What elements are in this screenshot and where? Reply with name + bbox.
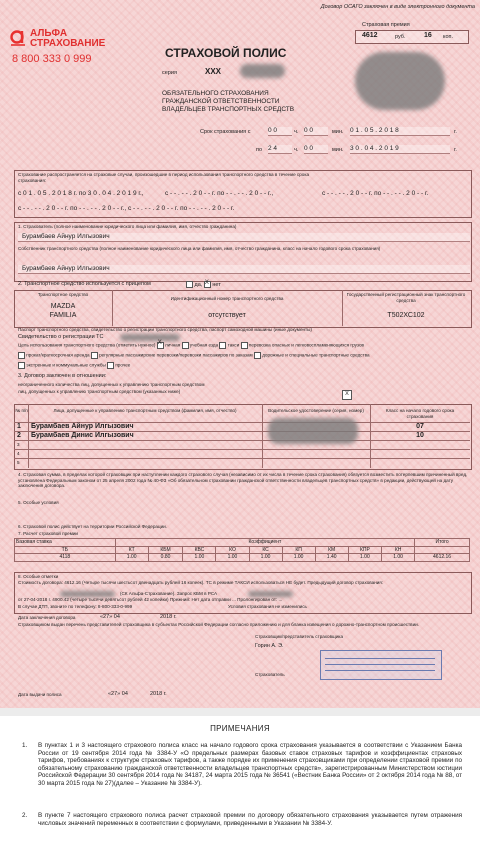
calc-total-label: Итого <box>415 539 470 547</box>
vehicle-col3: Государственный регистрационный знак транспортного средства <box>346 292 466 303</box>
premium-rub: 4612 <box>362 32 378 39</box>
electronic-note: Договор ОСАГО заключен в виде электронного документа <box>320 4 475 10</box>
purpose-training: учебная езда <box>189 342 219 348</box>
calc-col-kvs: КВС <box>183 546 216 554</box>
vehicle-make: MAZDA <box>50 303 76 310</box>
clause-7: 7. Расчет страховой премии <box>18 531 78 536</box>
purpose-dangerous-checkbox <box>241 342 248 349</box>
special-text5: Условия страхования не изменились <box>228 604 307 609</box>
notes-page <box>0 716 480 854</box>
term-from-g: г. <box>454 129 457 135</box>
term-to-label: по <box>256 147 263 153</box>
calc-val-kn: 1.00 <box>382 554 415 562</box>
trailer-yes-label: да, <box>194 281 203 288</box>
purpose-row3 <box>18 362 130 369</box>
driver-3-num: 3 <box>17 442 20 447</box>
purpose-label: Цель использования транспортного средства (отметить нужное) <box>18 342 156 348</box>
calc-col-ks: КС <box>249 546 282 554</box>
vehicle-col1: Транспортное средство <box>37 292 89 297</box>
alpha-logo-icon <box>10 28 26 46</box>
term-label: Срок страхования с <box>200 129 251 135</box>
purpose-special-checkbox <box>254 352 261 359</box>
subtitle-line-1: ОБЯЗАТЕЛЬНОГО СТРАХОВАНИЯ <box>162 90 269 97</box>
driver-2-class: 10 <box>416 432 424 439</box>
calc-val-kbm: 0.80 <box>148 554 183 562</box>
trailer-yes-checkbox <box>186 281 193 288</box>
term-from-m-label: мин. <box>332 129 344 135</box>
special-text1: Стоимость договора: 4612.16 (Четыре тысячи шестьсот двенадцать рублей 16 копеек). ТС в режиме ТАКСИ использоваться НЕ будет. Предыдущий договор страхования: <box>18 580 384 585</box>
premium-calc-table <box>14 538 470 562</box>
insurer-name: Бурамбаев Айнур Илгызович <box>18 233 470 242</box>
date-label: Дата выдачи полиса <box>18 692 62 697</box>
drivers-col-num: № п/п <box>15 408 28 413</box>
contract-mark: X <box>342 390 352 400</box>
term-to-g: г. <box>454 147 457 153</box>
term-from-min: 0 0 <box>304 127 328 136</box>
calc-total: 4612.16 <box>415 554 470 562</box>
logo-line1: АЛЬФА <box>30 28 68 39</box>
term-from-hour: 0 0 <box>268 127 292 136</box>
series-label: серия <box>162 70 177 76</box>
purpose-emergency-checkbox <box>18 362 25 369</box>
issue-label: Дата заключения договора <box>18 615 76 620</box>
calc-col-kp: КП <box>282 546 315 554</box>
rub-label: руб. <box>395 34 406 40</box>
purpose-dangerous: перевозка опасных и легковоспламеняющихся грузов <box>248 342 364 348</box>
policy-number-redacted <box>240 64 285 78</box>
purpose-row2 <box>18 352 470 359</box>
term-to-hour: 2 4 <box>268 145 292 154</box>
vehicle-doc-value: Свидетельство о регистрации ТС <box>18 334 104 340</box>
purpose-passenger-checkbox <box>91 352 98 359</box>
vehicle-doc-label: Паспорт транспортного средства, свидетельство о регистрации транспортного средства, паспорт самоходной машины (иные документы) <box>18 327 312 332</box>
calc-val-ko: 1.00 <box>216 554 249 562</box>
assistant-label: Страховщик/представитель страховщика <box>255 634 344 639</box>
special-text2: (СК Альфа-Страхование). Запрос КБМ в РСА <box>120 591 218 596</box>
notes-title: ПРИМЕЧАНИЯ <box>210 724 270 733</box>
calc-val-tb: 4118 <box>15 554 116 562</box>
calc-val-kvs: 1.00 <box>183 554 216 562</box>
usage-row1-c: с - - . - - . 2 0 - - г. по - - . - - . 2 0 - - г. <box>322 190 429 197</box>
purpose-special: дорожные и специальные транспортные средства <box>262 352 370 358</box>
purpose-passenger: регулярные пассажирские перевозки/перевозки пассажиров по заказам <box>99 352 253 358</box>
term-to-m-label: мин. <box>332 147 344 153</box>
purpose-rent-checkbox <box>18 352 25 359</box>
subtitle-line-3: ВЛАДЕЛЬЦЕВ ТРАНСПОРТНЫХ СРЕДСТВ <box>162 106 295 113</box>
note-1 <box>22 742 462 788</box>
owner-label: Собственник транспортного средства (полное наименование юридического лица или фамилия, имя, отчество гражданина, класс на начало годового срока страхования) <box>18 246 381 251</box>
trailer-no-checkbox: X <box>204 280 209 286</box>
usage-row1-b: с - - . - - . 2 0 - - г. по - - . - - . 2 0 - - г., <box>165 190 274 197</box>
purpose-rent: прокат/краткосрочная аренда <box>26 352 90 358</box>
calc-col-tb: ТБ <box>15 546 116 554</box>
contract-opt2: лиц, допущенных к управлению транспортным средством (указанных ниже) <box>18 389 181 394</box>
issue-date: «27» 04 <box>100 614 120 620</box>
owner-name: Бурамбаев Айнур Илгызович <box>18 265 470 274</box>
note-2 <box>22 812 462 827</box>
doc-number-redacted <box>120 334 180 341</box>
purpose-other-checkbox <box>107 362 114 369</box>
purpose-personal-checkbox: X <box>157 342 164 349</box>
vehicle-plate: Т502ХС102 <box>387 312 425 319</box>
term-to-h-label: ч. <box>294 147 299 153</box>
stamp-label: Страхователь <box>255 672 285 677</box>
term-to-min: 0 0 <box>304 145 328 154</box>
calc-base-label: Базовая ставка <box>15 539 116 547</box>
driver-1-class: 07 <box>416 423 424 430</box>
company-phone: 8 800 333 0 999 <box>12 53 92 65</box>
trailer-label: 2. Транспортное средство используется с прицепом <box>18 281 151 287</box>
usage-heading: Страхование распространяется на страховые случаи, произошедшие в период использования транспортного средства в течение срока страхования: <box>18 172 309 183</box>
license-redacted <box>268 418 358 444</box>
vehicle-col2: Идентификационный номер транспортного средства <box>170 296 284 301</box>
note-2-text: В пункте 7 настоящего страхового полиса расчет страховой премии по договору обязательного страхования указывается путем отражения числовых значений переменных в соответствии с формулами, приведенными в Указании № 3384-У. <box>38 812 462 827</box>
clause-4: 4. Страховая сумма, в пределах которой страховщик при наступлении каждого страхового случая (независимо от их числа в течение срока страхования) обязуется возместить потерпевшим причиненный вред, установлена Федеральным законом от 25 апреля 2002 года № 40-ФЗ «Об обязательном страховании гражданской ответственности владельцев транспортных средств» в редакции, действующей на дату заключения договора. <box>18 472 468 488</box>
insurer-label: 1. Страхователь (полное наименование юридического лица или фамилия, имя, отчество гражданина) <box>18 224 237 229</box>
purpose-personal: личная <box>165 342 181 348</box>
trailer-no-label: нет <box>212 281 221 288</box>
trailer-options <box>186 281 221 288</box>
term-to-date: 3 0 . 0 4 . 2 0 1 9 <box>350 145 450 154</box>
driver-2-name: Бурамбаев Динис Илгызович <box>31 432 134 439</box>
qr-code-redacted <box>355 52 445 110</box>
usage-row1-a: с 0 1 . 0 5 . 2 0 1 8 г. по 3 0 . 0 4 . 2 0 1 9 г., <box>18 190 144 197</box>
note-2-number: 2. <box>22 812 28 819</box>
contract-opt1: неограниченного количества лиц, допущенных к управлению транспортным средством <box>18 382 205 387</box>
special-text3: от 27-04-2018 г. 4900.42 (четыре тысячи девятьсот рублей 42 копейки) Прежний: Нет дата отправки ... Пролонгирован от: ... <box>18 597 283 602</box>
driver-5-num: 5 <box>17 460 20 465</box>
purpose-taxi: такси <box>227 342 240 348</box>
policy-title: СТРАХОВОЙ ПОЛИС <box>165 46 287 60</box>
drivers-col-name: Лица, допущенные к управлению транспортным средством (фамилия, имя, отчество) <box>53 408 237 413</box>
drivers-col-class: Класс на начало годового срока страхования <box>385 408 455 419</box>
kop-label: коп. <box>443 34 454 40</box>
driver-2-num: 2 <box>17 432 21 439</box>
special-text4: В случае ДТП, звоните по телефону: 8-800-333-0-999 <box>18 604 133 609</box>
policy-subtitle <box>162 90 294 114</box>
logo-line2: СТРАХОВАНИЕ <box>30 38 106 49</box>
signature-stamp-block <box>320 650 442 680</box>
term-from-date: 0 1 . 0 5 . 2 0 1 8 <box>350 127 450 136</box>
note-1-text: В пунктах 1 и 3 настоящего страхового полиса класс на начало годового срока страхования указывается в соответствии с Указанием Банка России от 19 сентября 2014 года № 3384-У «О предельных размерах базовых ставок страховых тарифов и коэффициентах страховых тарифов, требованиях к структуре страховых тарифов, а также порядке их применения страховщиками при определении страховой премии по обязательному страхованию гражданской ответственности владельцев транспортных средств», зарегистрированным Министерством юстиции Российской Федерации 30 сентября 2014 года № 34187, 24 марта 2015 года № 36541 («Вестник Банка России» от 2 октября 2014 года № 88, от 30 марта 2015 года № 27)(далее – Указание № 3384-У). <box>38 742 462 787</box>
series-value: XXX <box>205 67 222 76</box>
driver-1-name: Бурамбаев Айнур Илгызович <box>31 423 134 430</box>
purpose-row1 <box>18 342 470 349</box>
calc-col-kt: КТ <box>115 546 148 554</box>
calc-col-blank <box>415 546 470 554</box>
date-value: «27» 04 <box>108 691 128 697</box>
issue-year: 2018 г. <box>160 614 177 620</box>
calc-val-ks: 1.00 <box>249 554 282 562</box>
calc-coef-label: Коэффициент <box>115 539 414 547</box>
purpose-other: прочее <box>115 362 131 368</box>
calc-val-kp: 1.00 <box>282 554 315 562</box>
drivers-col-license: Водительское удостоверение (серия, номер) <box>268 408 364 413</box>
calc-val-km: 1.40 <box>315 554 348 562</box>
purpose-taxi-checkbox <box>219 342 226 349</box>
subtitle-line-2: ГРАЖДАНСКОЙ ОТВЕТСТВЕННОСТИ <box>162 98 280 105</box>
vehicle-model: FAMILIA <box>49 312 77 319</box>
page-separator <box>0 708 480 716</box>
date-year: 2018 г. <box>150 691 167 697</box>
calc-val-kt: 1.00 <box>115 554 148 562</box>
special-label: 8. Особые отметки <box>18 574 59 579</box>
usage-row2: с - - . - - . 2 0 - - г. по - - . - - . 2 0 - - г., с - - . - - . 2 0 - - г. по - - . - - . 2 0 - - г. <box>18 205 235 212</box>
purpose-training-checkbox <box>182 342 189 349</box>
driver-1-num: 1 <box>17 423 21 430</box>
premium-kop: 16 <box>424 32 432 39</box>
calc-val-kpr: 1.00 <box>348 554 381 562</box>
premium-label: Страховая премия <box>362 22 410 28</box>
clause-5: 5. Особые условия <box>18 500 59 505</box>
calc-col-ko: КО <box>216 546 249 554</box>
claim-line: Страховщиком выдан перечень представителей страховщика в субъектах Российской Федерации согласно приложению и для бланка извещения о дорожно-транспортном происшествии. <box>18 622 419 627</box>
contract-label: 3. Договор заключен в отношении: <box>18 373 107 379</box>
calc-col-km: КМ <box>315 546 348 554</box>
calc-col-kn: КН <box>382 546 415 554</box>
calc-col-kpr: КПР <box>348 546 381 554</box>
clause-6: 6. Страховой полис действует на территории Российской Федерации. <box>18 524 168 529</box>
note-1-number: 1. <box>22 742 28 749</box>
vehicle-vin: отсутствует <box>208 312 246 319</box>
assistant-name: Горин А. Э. <box>255 643 284 649</box>
purpose-emergency: экстренные и коммунальные службы <box>26 362 106 368</box>
driver-4-num: 4 <box>17 451 20 456</box>
calc-col-kbm: КБМ <box>148 546 183 554</box>
term-from-h-label: ч. <box>294 129 299 135</box>
